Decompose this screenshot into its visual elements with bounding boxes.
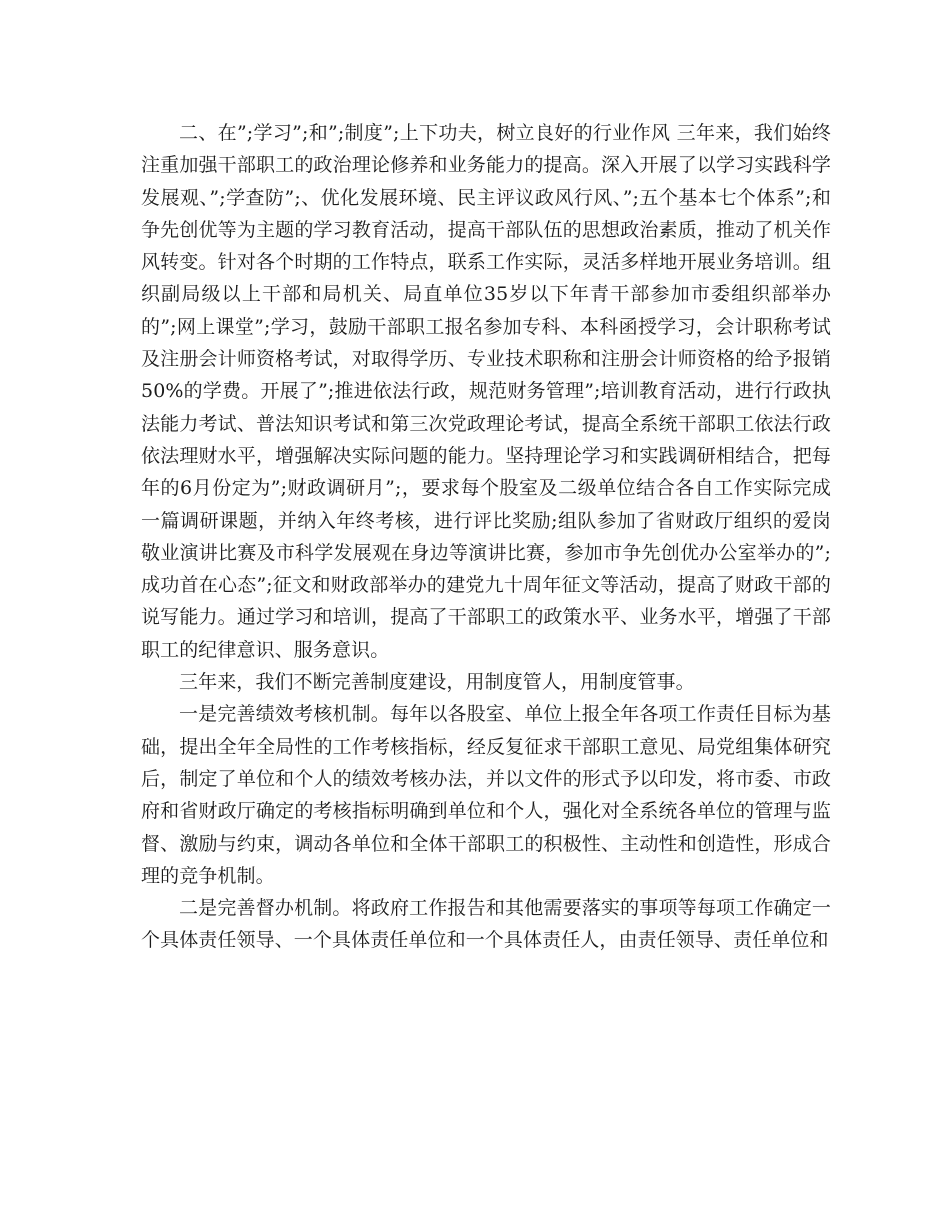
paragraph-supervision-mechanism: 二是完善督办机制。将政府工作报告和其他需要落实的事项等每项工作确定一个具体责任领导、一个具体责任单位和一个具体责任人，由责任领导、责任单位和 [141,897,831,952]
document-body [141,117,831,957]
paragraph-performance-assessment: 一是完善绩效考核机制。每年以各股室、单位上报全年各项工作责任目标为基础，提出全年全局性的工作考核指标，经反复征求干部职工意见、局党组集体研究后，制定了单位和个人的绩效考核办法，并以文件的形式予以印发，将市委、市政府和省财政厅确定的考核指标明确到单位和个人，强化对全系统各单位的管理与监督、激励与约束，调动各单位和全体干部职工的积极性、主动性和创造性，形成合理的竞争机制。 [141,703,831,887]
paragraph-study-and-system: 二、在”;学习”;和”;制度”;上下功夫，树立良好的行业作风 三年来，我们始终注重加强干部职工的政治理论修养和业务能力的提高。深入开展了以学习实践科学发展观、”;学查防”;、优化发展环境、民主评议政风行风、”;五个基本七个体系”;和争先创优等为主题的学习教育活动，提高干部队伍的思想政治素质，推动了机关作风转变。针对各个时期的工作特点，联系工作实际，灵活多样地开展业务培训。组织副局级以上干部和局机关、局直单位35岁以下年青干部参加市委组织部举办的”;网上课堂”;学习，鼓励干部职工报名参加专科、本科函授学习，会计职称考试及注册会计师资格考试，对取得学历、专业技术职称和注册会计师资格的给予报销50%的学费。开展了”;推进依法行政，规范财务管理”;培训教育活动，进行行政执法能力考试、普法知识考试和第三次党政理论考试，提高全系统干部职工依法行政依法理财水平，增强解决实际问题的能力。坚持理论学习和实践调研相结合，把每年的6月份定为”;财政调研月”;，要求每个股室及二级单位结合各自工作实际完成一篇调研课题，并纳入年终考核，进行评比奖励;组队参加了省财政厅组织的爱岗敬业演讲比赛及市科学发展观在身边等演讲比赛，参加市争先创优办公室举办的”;成功首在心态”;征文和财政部举办的建党九十周年征文等活动，提高了财政干部的说写能力。通过学习和培训，提高了干部职工的政策水平、业务水平，增强了干部职工的纪律意识、服务意识。 [141,122,831,661]
paragraph-system-building: 三年来，我们不断完善制度建设，用制度管人，用制度管事。 [179,671,695,694]
